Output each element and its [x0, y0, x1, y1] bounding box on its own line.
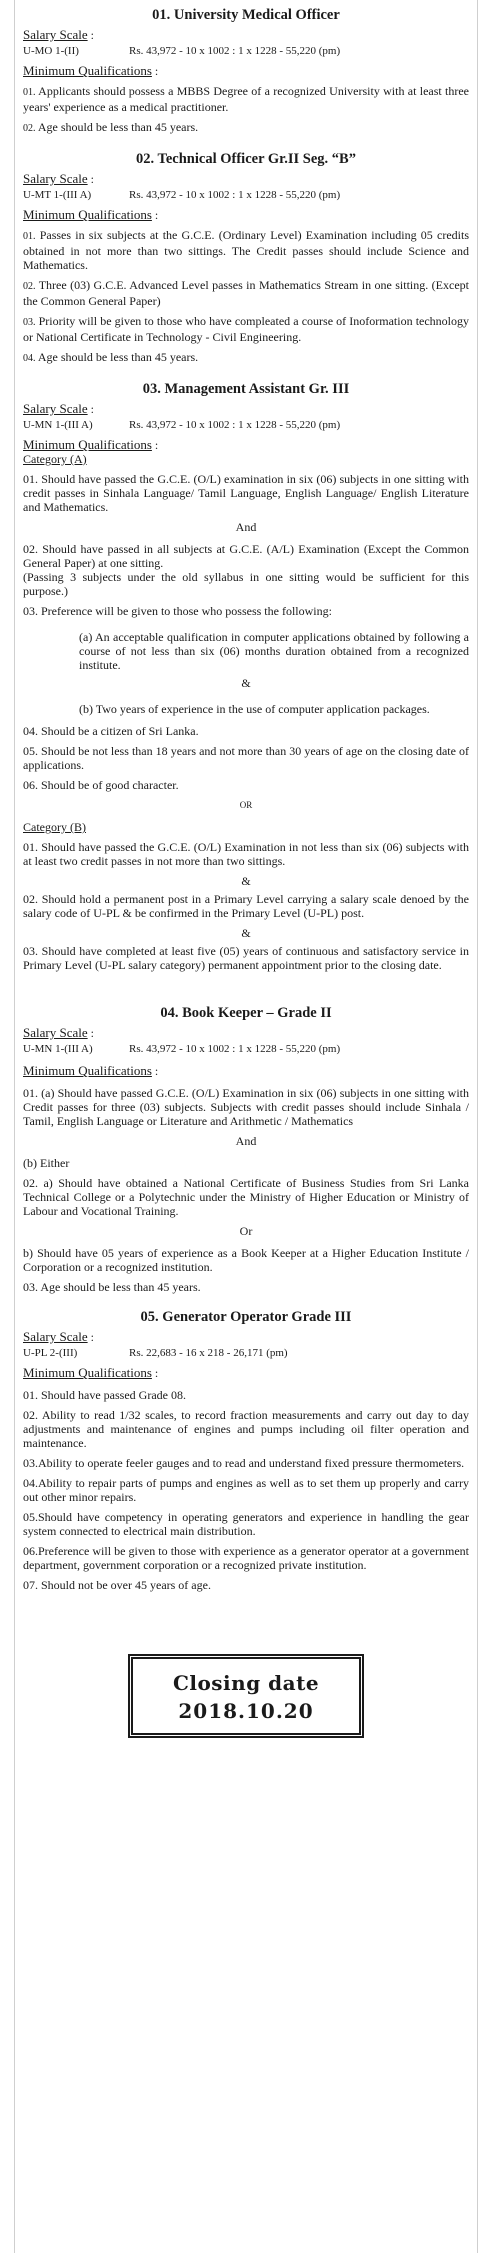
qualification-item: 02. Ability to read 1/32 scales, to record fraction measurements and carry out day to day adjustments and maintenance of engines and pumps including oil filter operation and maintenance. [23, 1408, 469, 1450]
closing-date-wrapper [23, 1654, 469, 1738]
preference-b: (b) Two years of experience in the use of computer application packages. [79, 702, 430, 716]
post-generator-operator [23, 1300, 469, 1592]
salary-value: Rs. 43,972 - 10 x 1002 : 1 x 1228 - 55,220 (pm) [129, 419, 341, 431]
qualification-item: 01. Applicants should possess a MBBS Degree of a recognized University with at least three years' experience as a medical practitioner. [23, 84, 470, 114]
or-connector: Or [239, 1224, 253, 1238]
salary-scale-label: Salary Scale : [23, 401, 94, 416]
salary-scale-row [23, 1042, 469, 1056]
qualification-item: (b) Either [23, 1156, 70, 1170]
preference-a: (a) An acceptable qualification in computer applications obtained by following a course of not less than six (06) months duration obtained from a recognized institute. [79, 630, 469, 672]
salary-scale-label: Salary Scale : [23, 27, 94, 42]
min-qualifications-label: Minimum Qualifications : [23, 437, 159, 452]
qualification-item: b) Should have 05 years of experience as a Book Keeper at a Higher Education Institute / Corporation or a recognized institution. [23, 1246, 469, 1274]
ampersand-connector: & [241, 676, 251, 690]
salary-scale-row [23, 188, 469, 202]
salary-code: U-MT 1-(III A) [23, 189, 92, 201]
notice-frame [14, 0, 478, 2253]
salary-scale-label: Salary Scale : [23, 171, 94, 186]
qualification-item: 06.Preference will be given to those with experience as a generator operator at a government department, government corporation or a recognized private institution. [23, 1544, 469, 1572]
salary-value: Rs. 43,972 - 10 x 1002 : 1 x 1228 - 55,220 (pm) [129, 189, 341, 201]
qualification-item: 02. Should have passed in all subjects at G.C.E. (A/L) Examination (Except the Common General Paper) at one sitting. [23, 542, 469, 570]
min-qualifications-label: Minimum Qualifications : [23, 207, 159, 222]
category-b-label: Category (B) [23, 820, 86, 834]
salary-scale-row [23, 418, 469, 432]
qualification-item: 02. Age should be less than 45 years. [23, 120, 199, 134]
salary-code: U-MO 1-(II) [23, 45, 79, 57]
and-connector: And [235, 1134, 257, 1148]
qualification-item: 03. Preference will be given to those who possess the following: [23, 604, 332, 618]
min-qualifications-label: Minimum Qualifications : [23, 1365, 159, 1380]
qualification-item: 01. (a) Should have passed G.C.E. (O/L) Examination in six (06) subjects in one sitting with Credit passes for three (03) subjects. Subjects with credit passes should include Sinhala / Tamil, English Language or Literature and Arithmetic / Mathematics [23, 1086, 469, 1128]
post-book-keeper [23, 998, 469, 1294]
salary-code: U-MN 1-(III A) [23, 1043, 93, 1055]
qualification-item: 01. Passes in six subjects at the G.C.E. (Ordinary Level) Examination including 05 credits obtained in not more than two sittings. The Credit passes should include Science and Mathematics. [23, 228, 469, 272]
qualification-item: 01. Should have passed the G.C.E. (O/L) examination in six (06) subjects in one sitting with credit passes in Sinhala Language/ Tamil Language, English Language/ English Literature and Mathematics. [23, 472, 469, 514]
qualification-item: 04.Ability to repair parts of pumps and engines as well as to set them up properly and carry out other minor repairs. [23, 1476, 469, 1504]
qualification-item: 01. Should have passed the G.C.E. (O/L) Examination in not less than six (06) subjects with at least two credit passes in not more than two sittings. [23, 840, 469, 868]
min-qualifications-label: Minimum Qualifications : [23, 1063, 159, 1078]
ampersand-connector: & [241, 874, 251, 888]
salary-value: Rs. 43,972 - 10 x 1002 : 1 x 1228 - 55,220 (pm) [129, 1043, 341, 1055]
qualification-item: 01. Should have passed Grade 08. [23, 1388, 186, 1402]
salary-scale-row [23, 1346, 469, 1360]
ampersand-connector: & [241, 926, 251, 940]
post-title: 02. Technical Officer Gr.II Seg. “B” [136, 151, 356, 167]
or-connector: OR [239, 800, 253, 810]
qualification-item: 04. Should be a citizen of Sri Lanka. [23, 724, 199, 738]
qualification-item: 05. Should be not less than 18 years and not more than 30 years of age on the closing date of applications. [23, 744, 469, 772]
qualification-item: 03. Age should be less than 45 years. [23, 1280, 201, 1294]
category-a-label: Category (A) [23, 452, 87, 466]
min-qualifications-label: Minimum Qualifications : [23, 63, 159, 78]
salary-code: U-PL 2-(III) [23, 1347, 78, 1359]
closing-date-label: Closing date [172, 1671, 320, 1695]
qualification-item: 03.Ability to operate feeler gauges and to read and understand fixed pressure thermometers. [23, 1456, 465, 1470]
closing-date-value: 2018.10.20 [178, 1699, 314, 1723]
post-technical-officer [23, 142, 469, 366]
post-title: 04. Book Keeper – Grade II [160, 1005, 332, 1021]
qualification-item: 02. Should hold a permanent post in a Primary Level carrying a salary scale denoed by the salary code of U-PL & be confirmed in the Primary Level (U-PL) post. [23, 892, 469, 920]
post-title: 05. Generator Operator Grade III [140, 1309, 352, 1325]
post-title: 03. Management Assistant Gr. III [142, 381, 350, 397]
qualification-item: 03. Should have completed at least five (05) years of continuous and satisfactory service in Primary Level (U-PL salary category) permanent appointment prior to the closing date. [23, 944, 469, 972]
post-university-medical-officer [23, 0, 469, 136]
qualification-item: 04. Age should be less than 45 years. [23, 350, 199, 364]
salary-scale-label: Salary Scale : [23, 1025, 94, 1040]
qualification-item: 07. Should not be over 45 years of age. [23, 1578, 211, 1592]
qualification-note: (Passing 3 subjects under the old syllabus in one sitting would be sufficient for this purpose.) [23, 570, 469, 598]
closing-date-box [128, 1654, 364, 1738]
qualification-item: 06. Should be of good character. [23, 778, 179, 792]
qualification-item: 02. Three (03) G.C.E. Advanced Level passes in Mathematics Stream in one sitting. (Except the Common General Paper) [23, 278, 469, 308]
qualification-item: 02. a) Should have obtained a National Certificate of Business Studies from Sri Lanka Technical College or a Polytechnic under the Ministry of Higher Education or Ministry of Labour and Vocational Training. [23, 1176, 469, 1218]
salary-scale-label: Salary Scale : [23, 1329, 94, 1344]
qualification-item: 03. Priority will be given to those who have compleated a course of Inoformation technology or National Certificate in Technology - Civil Engineering. [23, 314, 470, 344]
and-connector: And [235, 520, 257, 534]
qualification-item: 05.Should have competency in operating generators and experience in handling the gear system connected to electrical main distribution. [23, 1510, 469, 1538]
post-management-assistant [23, 372, 469, 972]
salary-value: Rs. 22,683 - 16 x 218 - 26,171 (pm) [129, 1347, 288, 1359]
post-title: 01. University Medical Officer [152, 7, 340, 23]
salary-code: U-MN 1-(III A) [23, 419, 93, 431]
salary-value: Rs. 43,972 - 10 x 1002 : 1 x 1228 - 55,220 (pm) [129, 45, 341, 57]
salary-scale-row [23, 44, 469, 58]
